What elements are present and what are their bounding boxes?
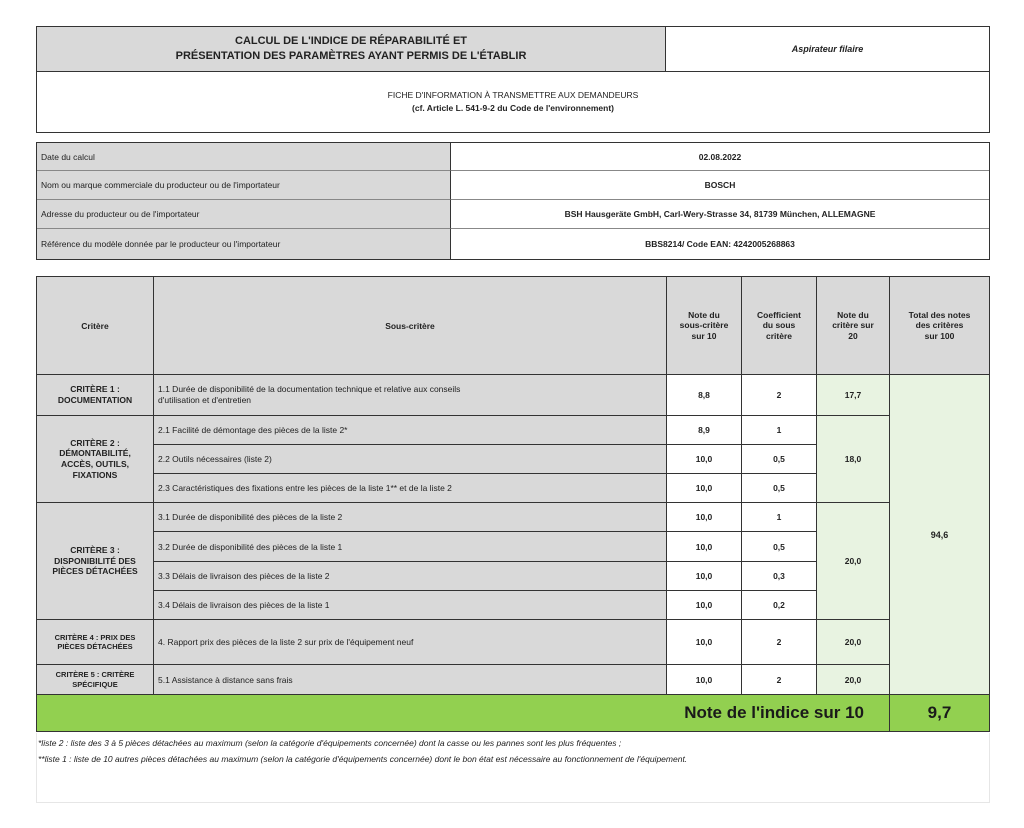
product-type: Aspirateur filaire	[665, 26, 990, 72]
criterion-1-name-line-2: DOCUMENTATION	[57, 395, 133, 405]
criterion-2-score: 18,0	[816, 415, 890, 503]
col-header-note-critere	[816, 276, 890, 375]
info-label-date: Date du calcul	[37, 143, 451, 171]
criterion-3-name-line-1: CRITÈRE 3 :	[70, 545, 120, 556]
col-header-note-sous-line-1: Note du	[688, 309, 720, 320]
note-2-3: 10,0	[666, 473, 742, 503]
final-label: Note de l'indice sur 10	[684, 703, 864, 722]
info-value-brand: BOSCH	[451, 171, 989, 200]
sub-criterion-2-3: 2.3 Caractéristiques des fixations entre les pièces de la liste 1** et de la liste 2	[153, 473, 667, 503]
sub-criterion-1-1-line-2: d'utilisation et d'entretien	[158, 395, 252, 405]
sub-criterion-2-1: 2.1 Facilité de démontage des pièces de la liste 2*	[153, 415, 667, 445]
criterion-2-cell	[36, 415, 154, 503]
footnote-liste-1: **liste 1 : liste de 10 autres pièces détachées au maximum (selon la catégorie d'équipements concernée) dont le bon état est nécessaire au fonctionnement de l'équipement.	[38, 754, 688, 764]
coef-3-4: 0,2	[741, 590, 817, 620]
criterion-3-name-line-2: DISPONIBILITÉ DES	[54, 555, 136, 566]
note-2-1: 8,9	[666, 415, 742, 445]
col-header-note-crit-line-2: critère sur	[832, 320, 874, 331]
col-header-note-sous-critere	[666, 276, 742, 375]
col-header-coef-line-3: critère	[766, 330, 792, 341]
criterion-5-score: 20,0	[816, 664, 890, 695]
criterion-3-name-line-3: PIÈCES DÉTACHÉES	[52, 566, 138, 577]
sub-criterion-4: 4. Rapport prix des pièces de la liste 2 sur prix de l'équipement neuf	[153, 619, 667, 665]
note-1-1: 8,8	[666, 374, 742, 416]
criterion-3-score: 20,0	[816, 502, 890, 620]
subtitle-line-1: FICHE D'INFORMATION À TRANSMETTRE AUX DEMANDEURS	[387, 90, 639, 101]
coef-3-3: 0,3	[741, 561, 817, 591]
coef-2-1: 1	[741, 415, 817, 445]
criterion-5-cell	[36, 664, 154, 695]
col-header-coef-line-1: Coefficient	[757, 309, 801, 320]
criterion-5-name-line-2: SPÉCIFIQUE	[72, 679, 118, 689]
criterion-1-cell	[36, 374, 154, 416]
sub-criterion-5-1: 5.1 Assistance à distance sans frais	[153, 664, 667, 695]
note-4: 10,0	[666, 619, 742, 665]
info-label-reference: Référence du modèle donnée par le producteur ou l'importateur	[37, 229, 451, 259]
final-value: 9,7	[889, 694, 990, 732]
sub-criterion-3-2: 3.2 Durée de disponibilité des pièces de la liste 1	[153, 531, 667, 562]
criterion-1-score: 17,7	[816, 374, 890, 416]
footnote-box	[36, 733, 990, 803]
sub-criterion-2-2: 2.2 Outils nécessaires (liste 2)	[153, 444, 667, 474]
info-value-date: 02.08.2022	[451, 143, 989, 171]
criterion-2-name-line-4: FIXATIONS	[72, 469, 118, 480]
criterion-4-name-line-2: PIÈCES DÉTACHÉES	[57, 642, 133, 651]
criterion-4-cell	[36, 619, 154, 665]
sub-criterion-1-1-line-1: 1.1 Durée de disponibilité de la documentation technique et relative aux conseils	[158, 384, 461, 395]
coef-3-2: 0,5	[741, 531, 817, 562]
sub-criterion-3-4: 3.4 Délais de livraison des pièces de la liste 1	[153, 590, 667, 620]
criterion-1-name-line-1: CRITÈRE 1 :	[70, 384, 120, 395]
col-header-coef-line-2: du sous	[762, 320, 796, 331]
sub-criterion-3-3: 3.3 Délais de livraison des pièces de la liste 2	[153, 561, 667, 591]
coef-4: 2	[741, 619, 817, 665]
col-header-total	[889, 276, 990, 375]
note-3-2: 10,0	[666, 531, 742, 562]
criterion-2-name-line-3: ACCÈS, OUTILS,	[60, 459, 129, 469]
info-value-address: BSH Hausgeräte GmbH, Carl-Wery-Strasse 34, 81739 München, ALLEMAGNE	[451, 200, 989, 229]
criterion-5-name-line-1: CRITÈRE 5 : CRITÈRE	[55, 670, 135, 680]
sub-criterion-1-1	[153, 374, 667, 416]
col-header-note-crit-line-3: 20	[848, 330, 858, 341]
criterion-2-name-line-2: DÉMONTABILITÉ,	[59, 448, 131, 459]
criterion-2-name-line-1: CRITÈRE 2 :	[70, 437, 120, 448]
info-value-reference: BBS8214/ Code EAN: 4242005268863	[645, 239, 795, 249]
col-header-note-sous-line-2: sous-critère	[679, 320, 729, 331]
criterion-4-name-line-1: CRITÈRE 4 : PRIX DES	[54, 632, 136, 642]
col-header-total-line-1: Total des notes	[908, 309, 971, 320]
note-5-1: 10,0	[666, 664, 742, 695]
subtitle-line-2: (cf. Article L. 541-9-2 du Code de l'environnement)	[412, 103, 614, 113]
coef-2-2: 0,5	[741, 444, 817, 474]
title-line-1: CALCUL DE L'INDICE DE RÉPARABILITÉ ET	[235, 34, 467, 47]
title-box	[36, 26, 666, 72]
info-label-address: Adresse du producteur ou de l'importateur	[37, 200, 451, 229]
coef-1-1: 2	[741, 374, 817, 416]
coef-5-1: 2	[741, 664, 817, 695]
note-3-4: 10,0	[666, 590, 742, 620]
col-header-note-sous-line-3: sur 10	[691, 330, 717, 341]
col-header-total-line-2: des critères	[915, 320, 964, 331]
note-3-1: 10,0	[666, 502, 742, 532]
note-3-3: 10,0	[666, 561, 742, 591]
subtitle-box	[36, 71, 990, 133]
col-header-total-line-3: sur 100	[924, 330, 955, 341]
coef-3-1: 1	[741, 502, 817, 532]
col-header-coefficient	[741, 276, 817, 375]
note-2-2: 10,0	[666, 444, 742, 474]
total-score: 94,6	[889, 374, 990, 695]
coef-2-3: 0,5	[741, 473, 817, 503]
criterion-3-cell	[36, 502, 154, 620]
title-line-2: PRÉSENTATION DES PARAMÈTRES AYANT PERMIS DE L'ÉTABLIR	[175, 50, 527, 62]
col-header-sous-critere: Sous-critère	[153, 276, 667, 375]
info-label-brand: Nom ou marque commerciale du producteur ou de l'importateur	[37, 171, 451, 200]
col-header-critere: Critère	[36, 276, 154, 375]
footnote-liste-2: *liste 2 : liste des 3 à 5 pièces détachées au maximum (selon la catégorie d'équipements concernée) dont la casse ou les pannes sont les plus fréquentes ;	[38, 738, 622, 748]
sub-criterion-3-1: 3.1 Durée de disponibilité des pièces de la liste 2	[153, 502, 667, 532]
col-header-note-crit-line-1: Note du	[837, 309, 869, 320]
criterion-4-score: 20,0	[816, 619, 890, 665]
